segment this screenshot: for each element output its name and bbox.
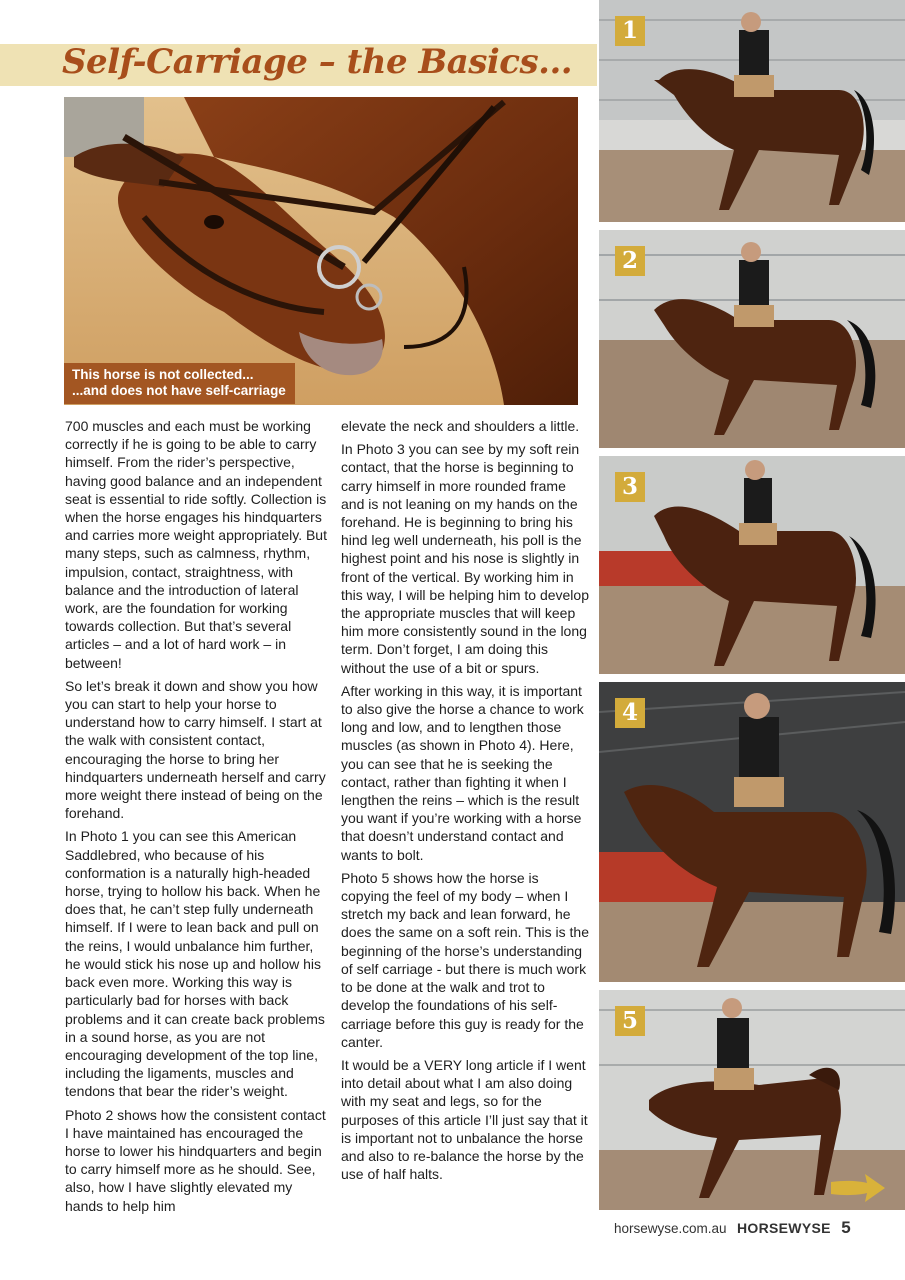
caption-line-1: This horse is not collected... [72, 367, 254, 382]
photo-2 [599, 230, 905, 448]
article-title: Self-Carriage – the Basics... [62, 42, 573, 82]
paragraph: After working in this way, it is important to also give the horse a chance to work long and low, and to lengthen those muscles (as shown in Photo 4). Here, you can see that he is seeking the contact, rather than fighting it when I lengthen the reins – which is the result you want if you’re working with a horse that doesn’t understand contact and wants to bolt. [341, 682, 584, 863]
article-column-1 [65, 417, 330, 1220]
paragraph: Photo 5 shows how the horse is copying the feel of my body – when I stretch my back and lean forward, he does the same on a soft rein. This is the beginning of the horse’s understanding of self carriage - but there is much work to be done at the walk and trot to develop the foundations of his self-carriage before this guy is ready for the canter. [341, 869, 589, 1050]
article-column-2 [341, 417, 590, 1188]
hero-photo [64, 97, 578, 405]
caption-line-2: ...and does not have self-carriage [72, 383, 286, 398]
paragraph: It would be a VERY long article if I went into detail about what I am also doing with my seat and legs, so for the purposes of this article I’ll just say that it is important not to unbalance the horse and also to re-balance the horse by the use of half halts. [341, 1056, 588, 1183]
photo-4 [599, 682, 905, 982]
photo-number-badge: 4 [615, 698, 645, 728]
page-footer [614, 1218, 894, 1238]
photo-1 [599, 0, 905, 222]
paragraph: In Photo 1 you can see this American Saddlebred, who because of his conformation is a naturally high-headed horse, trying to hollow his back. When he does that, he can’t step fully underneath himself. If I were to lean back and pull on the reins, I would unbalance him further, he would stick his nose up and hollow his back even more. Working this way is particularly bad for horses with back problems and it can create back problems in a sound horse, as you are not encouraging development of the top line, including the ligaments, muscles and tendons that bear the rider’s weight. [65, 828, 325, 1100]
photo-number-badge: 3 [615, 472, 645, 502]
next-page-arrow-icon [829, 1172, 887, 1204]
photo-5 [599, 990, 905, 1210]
hero-caption [64, 363, 295, 404]
paragraph: elevate the neck and shoulders a little. [341, 418, 580, 434]
photo-3 [599, 456, 905, 674]
paragraph: 700 muscles and each must be working correctly if he is going to be able to carry himself. From the rider’s perspective, having good balance and an independent seat is essential to ride softly. Collection is when the horse engages his hindquarters and carries more weight appropriately. But many steps, such as calmness, rhythm, impulsion, contact, straightness, with balance and the introduction of lateral work, are the foundation for working towards collection. But that’s several articles – and a lot of hard work – in between! [65, 418, 327, 671]
paragraph: In Photo 3 you can see by my soft rein contact, that the horse is beginning to carry himself in more rounded frame and is not leaning on my hands on the forehand. He is beginning to bring his hind leg well underneath, his poll is the highest point and his nose is slightly in front of the vertical. By working him in this way, I will be helping him to develop the appropriate muscles that will keep him more consistently sound in the long term. Don’t forget, I am doing this without the use of a bit or spurs. [341, 441, 589, 676]
page-number: 5 [841, 1218, 851, 1237]
paragraph: Photo 2 shows how the consistent contact I have maintained has encouraged the horse to lower his hindquarters and begin to carry himself more as he should. See, also, how I have slightly elevated my hands to help him [65, 1106, 326, 1214]
photo-number-badge: 2 [615, 246, 645, 276]
footer-url: horsewyse.com.au [614, 1221, 727, 1236]
photo-number-badge: 5 [615, 1006, 645, 1036]
photo-number-badge: 1 [615, 16, 645, 46]
footer-brand: HORSEWYSE [737, 1220, 831, 1236]
paragraph: So let’s break it down and show you how you can start to help your horse to understand how to carry himself. I start at the walk with consistent contact, encouraging the horse to bring her hindquarters underneath herself and carry more weight there instead of being on the forehand. [65, 677, 326, 822]
